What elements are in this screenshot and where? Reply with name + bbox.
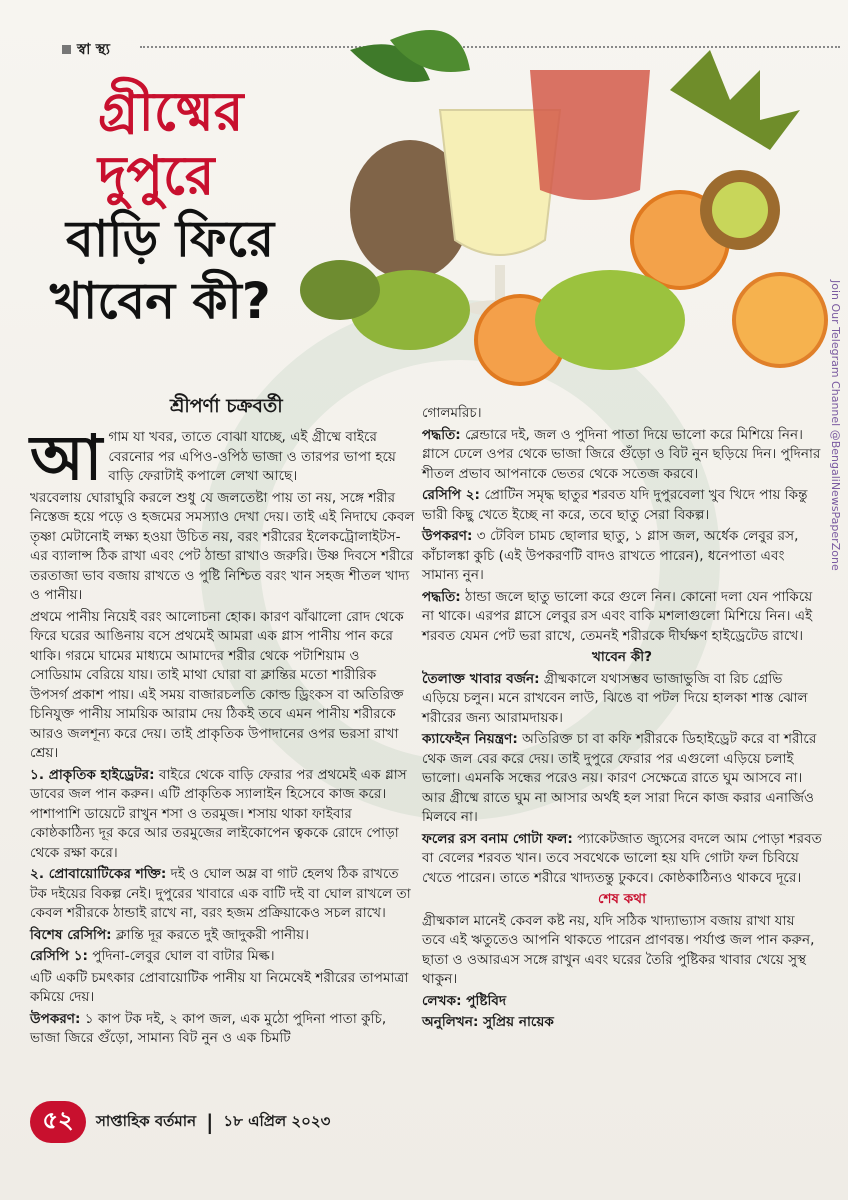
paragraph: ফলের রস বনাম গোটা ফল: প্যাকেটজাত জ্যুসের বদলে আম পোড়া শরবত বা বেলের শরবত খান। তবে সবথেকে ভালো হয় যদি গোটা ফল চিবিয়ে খেতে পারেন। তাতে শরীরে খাদ্যতন্তু ঢুকবে। কোষ্ঠকাঠিন্যও থাকবে দূরে। [422,830,822,886]
subheading-conclusion: শেষ কথা [597,891,647,907]
headline-line-4: খাবেন কী? [50,272,271,330]
author-credit: লেখক: পুষ্টিবিদ [422,992,507,1009]
green-mango [535,270,685,370]
transcriber-credit: অনুলিখন: সুপ্রিয় নায়েক [422,1014,554,1030]
right-column [422,404,822,1035]
kiwi-cut [300,260,380,320]
intro-paragraph: আগাম যা খবর, তাতে বোঝা যাচ্ছে, এই গ্রীষ্মে বাইরে বেরনোর পর এপিও-ওপিঠ ভাজা ও তারপর ভাপা হয়ে বাড়ি ফেরাটাই কপালে লেখা আছে। [30,421,396,494]
page-footer [30,1100,330,1144]
paragraph: পদ্ধতি: ঠান্ডা জলে ছাতু ভালো করে গুলে নিন। কোনো দলা যেন পাকিয়ে না থাকে। এরপর গ্লাসে লেবুর রস এবং বাকি মশলাগুলো মিশিয়ে নিন। এই শরবত যেমন পেট ভরা রাখে, তেমনই শরীরকে দীর্ঘক্ষণ হাইড্রেটেড রাখে। [422,588,813,644]
headline-line-3: বাড়ি ফিরে [66,210,275,268]
byline: শ্রীপর্ণা চক্রবর্তী [170,395,283,417]
publication-name: সাপ্তাহিক বর্তমান [96,1111,197,1130]
paragraph: গ্রীষ্মকাল মানেই কেবল কষ্ট নয়, যদি সঠিক খাদ্যাভ্যাস বজায় রাখা যায় তবে এই ঋতুতেও আপনি থাকতে পারেন প্রাণবন্ত। পর্যাপ্ত জল পান করুন, ছাতা ও ওআরএস সঙ্গে রাখুন এবং ঘরের তৈরি পুষ্টিকর খাবার খেয়ে সুস্থ থাকুন। [422,912,815,987]
paragraph: গোলমরিচ। [422,405,482,421]
headline [30,80,330,332]
paragraph: উপকরণ: ৩ টেবিল চামচ ছোলার ছাতু, ১ গ্লাস জল, অর্ধেক লেবুর রস, কাঁচালঙ্কা কুচি (এই উপকরণটি বাদও রাখতে পারেন), ধনেপাতা এবং সামান্য নুন। [422,528,799,583]
paragraph: ২. প্রোবায়োটিকের শক্তি: দই ও ঘোল অম্ল বা গাট হেলথ ঠিক রাখতে টক দইয়ের বিকল্প নেই। দুপুরের খাবারে এক বাটি দই বা ঘোল রাখলে তা কেবল শরীরকে ঠান্ডাই রাখে না, বরং হজম প্রক্রিয়াকেও সচল রাখে। [30,866,411,921]
paragraph: উপকরণ: ১ কাপ টক দই, ২ কাপ জল, এক মুঠো পুদিনা পাতা কুচি, ভাজা জিরে গুঁড়ো, সামান্য বিট নুন ও এক চিমটি [30,1010,387,1046]
paragraph: পদ্ধতি: ব্লেন্ডারে দই, জল ও পুদিনা পাতা দিয়ে ভালো করে মিশিয়ে নিন। গ্লাসে ঢেলে ওপর থেকে ভাজা জিরে গুঁড়ো ও বিট নুন ছড়িয়ে দিন। পুদিনার শীতল প্রভাব আপনাকে ভেতর থেকে সতেজ করবে। [422,426,821,482]
paragraph: প্রথমে পানীয় নিয়েই বরং আলোচনা হোক। কারণ ঝাঁঝালো রোদ থেকে ফিরে ঘরের আঙিনায় বসে প্রথমেই আমরা এক গ্লাস পানীয় পান করে থাকি। গরমে ঘামের মাধ্যমে আমাদের শরীর থেকে পটাশিয়াম ও সোডিয়াম বেরিয়ে যায়। তাই মাথা ঘোরা বা ক্লান্তির মতো শারীরিক উপসর্গ প্রকাশ পায়। এই সময় বাজারচলতি কোল্ড ড্রিংকস বা অতিরিক্ত চিনিযুক্ত পানীয় সাময়িক আরাম দেয় ঠিকই তবে এমন পানীয় শরীরকে আরও জলশূন্য করে দেয়। তাই প্রাকৃতিক উপাদানের ওপর ভরসা রাখা শ্রেয়। [30,608,404,761]
paragraph: ১. প্রাকৃতিক হাইড্রেটর: বাইরে থেকে বাড়ি ফেরার পর প্রথমেই এক গ্লাস ডাবের জল পান করুন। এটি প্রাকৃতিক স্যালাইন হিসেবে কাজ করে। পাশাপাশি ডায়েটে রাখুন শসা ও তরমুজ। শসায় থাকা ফাইবার কোষ্ঠকাঠিন্য দূর করে আর তরমুজের লাইকোপেন ত্বককে রোদে পোড়া থেকে রক্ষা করে। [30,766,407,861]
paragraph: তৈলাক্ত খাবার বর্জন: গ্রীষ্মকালে যথাসম্ভব ভাজাভুজি বা রিচ গ্রেভি এড়িয়ে চলুন। মনে রাখবেন লাউ, ঝিঙে বা পটল দিয়ে হালকা শাস্ত ঝোল শরীরের জন্য আরামদায়ক। [422,670,808,726]
fruit-drinks-illustration [290,10,830,400]
headline-line-1: গ্রীষ্মের [98,80,244,143]
kiwi-slice [712,182,768,238]
paragraph: এটি একটি চমৎকার প্রোবায়োটিক পানীয় যা নিমেষেই শরীরের তাপমাত্রা কমিয়ে দেয়। [30,969,409,1005]
subheading: খাবেন কী? [591,649,653,665]
dropcap: আ [30,421,103,494]
paragraph: খরবেলায় ঘোরাঘুরি করলে শুধু যে জলতেষ্টা পায় তা নয়, সঙ্গে শরীর নিস্তেজ হয়ে পড়ে ও হজমের সমস্যাও দেখা দেয়। তাই এই নিদাঘে কেবল তৃষ্ণা মেটানোই লক্ষ্য হওয়া উচিত নয়, বরং শরীরের ইলেকট্রোলাইটস-এর ব্যালান্স ঠিক রাখা এবং পেট ঠান্ডা রাখাও জরুরি। উষ্ণ দিবসে শরীরে তরতাজা ভাব বজায় রাখতে ও পুষ্টি নিশ্চিত বরং খান সহজ শীতল খাদ্য ও পানীয়। [30,489,415,603]
glass-juice-red [530,70,650,200]
section-tag: স্বা স্থ্য [62,38,110,63]
headline-line-2: দুপুরে [98,144,215,207]
issue-date: ১৮ এপ্রিল ২০২৩ [223,1111,331,1130]
separator: | [206,1110,214,1134]
orange-slice [734,274,826,366]
page-number: ৫২ [30,1101,86,1143]
paragraph: ক্যাফেইন নিয়ন্ত্রণ: অতিরিক্ত চা বা কফি শরীরকে ডিহাইড্রেট করে বা শরীরে থেক জল বের করে দেয়। তাই দুপুরে ফেরার পর এগুলো এড়িয়ে চলাই ভালো। এমনকি সন্ধের পরেও নয়। কারণ সেক্ষেত্রে রাতে ঘুম আসবে না। আর গ্রীষ্মে রাতে ঘুম না আসার অর্থই হল সারা দিনে কাজ করার এনার্জিও মিলবে না। [422,731,817,825]
paragraph: বিশেষ রেসিপি: ক্লান্তি দূর করতে দুই জাদুকরী পানীয়। [30,926,310,943]
square-icon [62,45,71,54]
side-watermark-text: Join Our Telegram Channel @BengaliNewsPaperZone [829,280,842,571]
paragraph: রেসিপি ২: প্রোটিন সমৃদ্ধ ছাতুর শরবত যদি দুপুরবেলা খুব খিদে পায় কিন্তু ভারী কিছু খেতে ইচ্ছে না করে, তবে ছাতু সেরা বিকল্প। [422,487,808,523]
paragraph: রেসিপি ১: পুদিনা-লেবুর ঘোল বা বাটার মিল্ক। [30,948,275,964]
pineapple-crown [670,50,800,150]
left-column [30,421,415,1051]
